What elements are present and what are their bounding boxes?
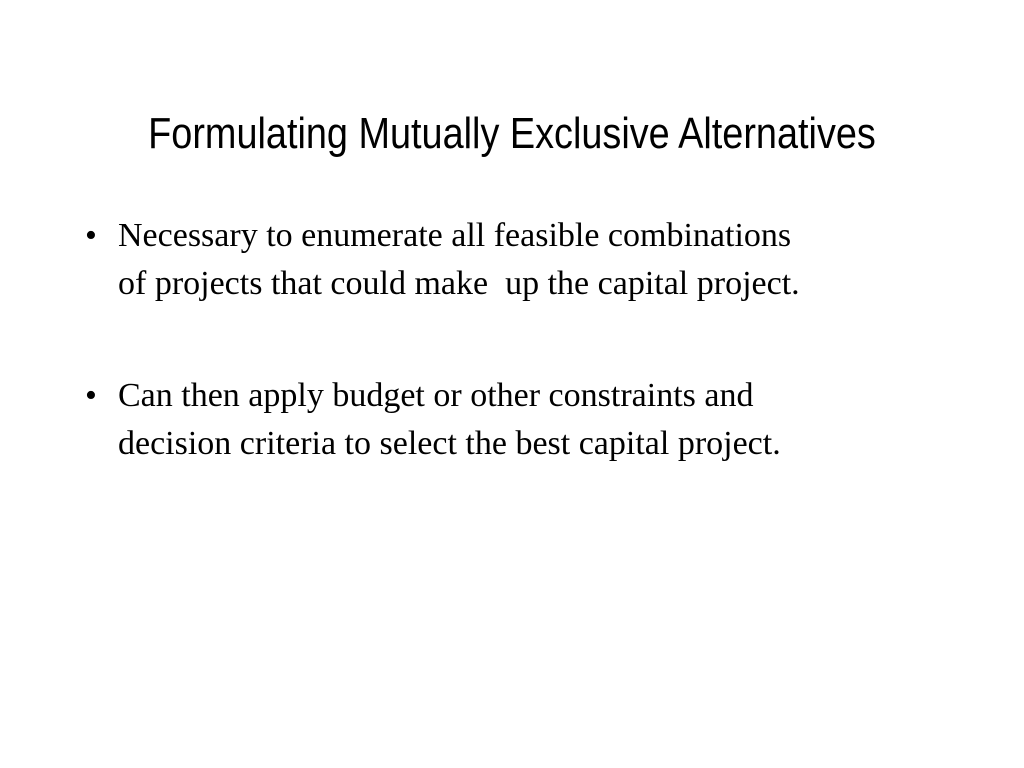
bullet-icon: • [85,377,97,414]
bullet-text-line: of projects that could make up the capital project. [118,265,800,302]
bullet-text-line: Necessary to enumerate all feasible combinations [118,217,792,254]
bullet-text-line: Can then apply budget or other constraints and [118,377,754,414]
bullet-item [77,212,957,308]
bullet-item [77,372,957,468]
bullet-list [77,212,957,468]
bullet-icon: • [85,217,97,254]
slide-title: Formulating Mutually Exclusive Alternatives [148,109,876,158]
bullet-text-line: decision criteria to select the best capital project. [118,425,781,462]
